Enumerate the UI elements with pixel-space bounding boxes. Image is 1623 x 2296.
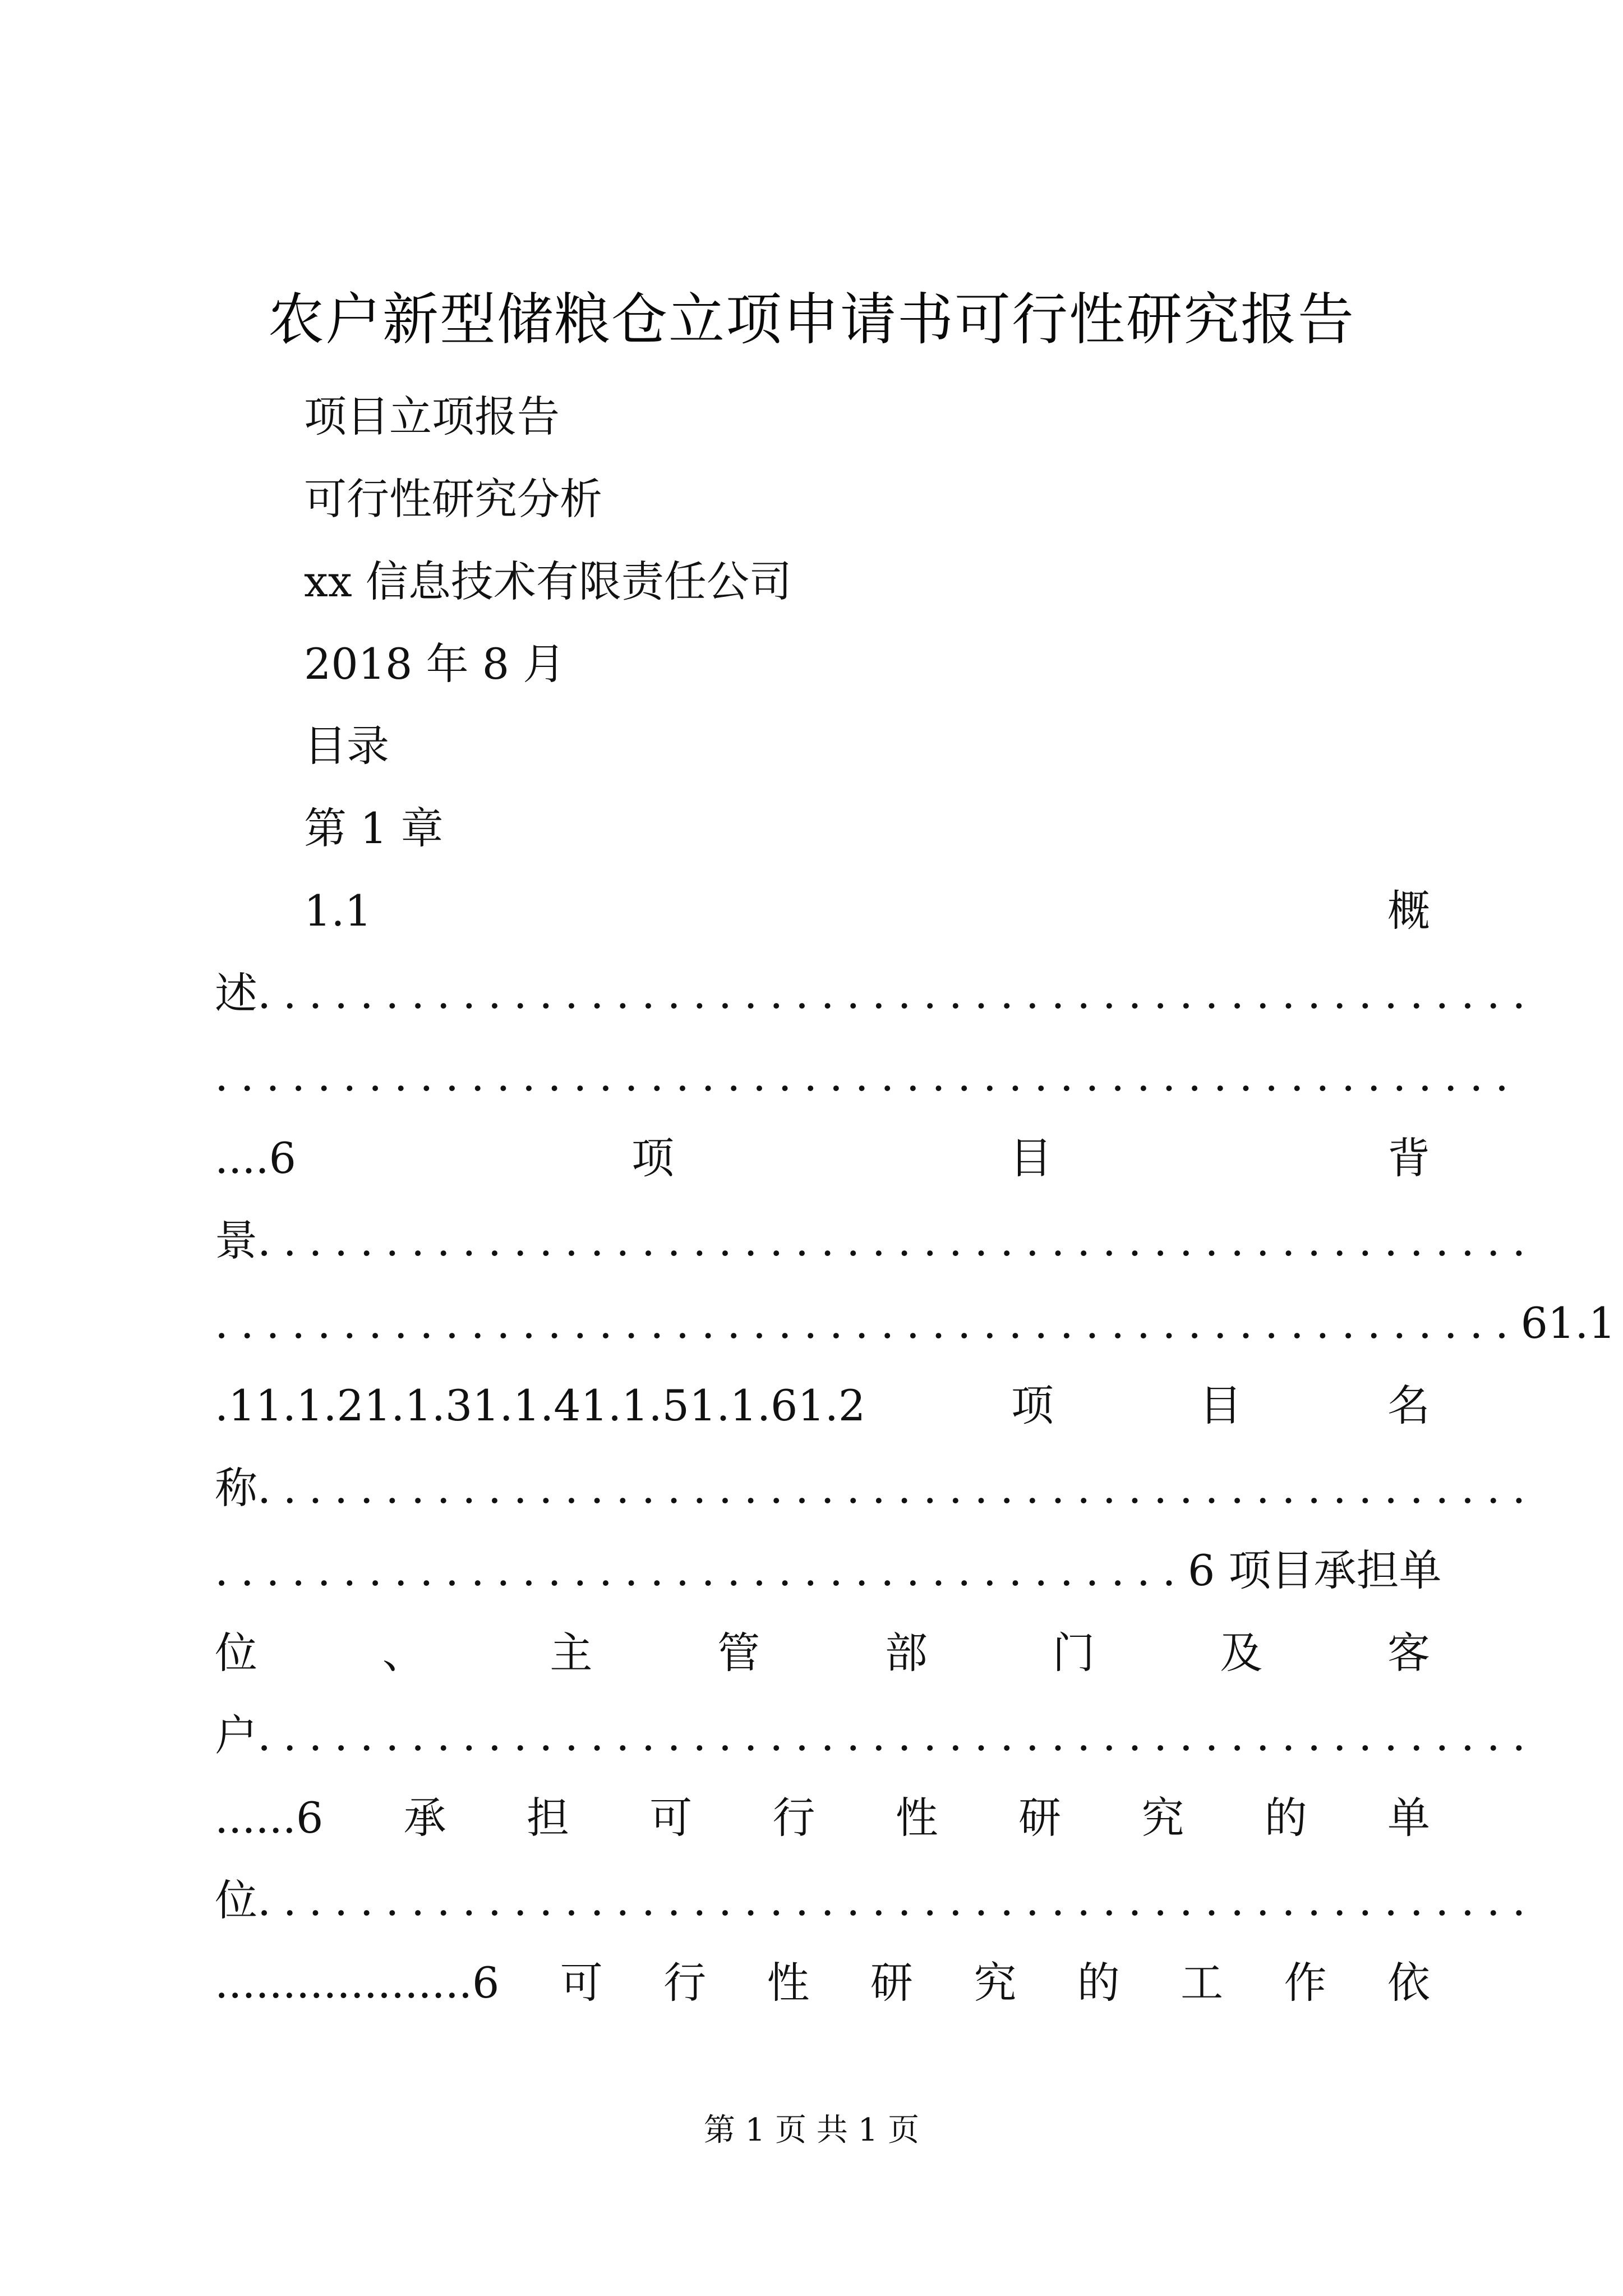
cover-line-analysis: 可行性研究分析 [304,474,602,524]
toc-heading: 目录 [304,721,389,771]
toc-leader-dots: ................................................... [215,1298,1521,1348]
toc-row-2 [215,960,1538,1027]
toc-row-9 [215,1537,1442,1604]
toc-section-number: 1.1 [304,886,372,936]
toc-entry-text: 6 项目承担单 [1188,1545,1442,1595]
toc-word: 称 [215,1463,257,1513]
document-title: 农户新型储粮仓立项申请书可行性研究报告 [268,287,1355,352]
toc-word: 门 [1052,1628,1095,1678]
toc-word: 背 [1387,1133,1430,1183]
toc-leader-dots: .................................................. [257,968,1538,1018]
toc-page-number: 61.1 [1520,1298,1616,1348]
toc-word: 研 [1018,1793,1062,1843]
toc-leader-dots: .................................................. [257,1216,1538,1266]
chapter-heading: 第 1 章 [304,803,444,853]
cover-line-date: 2018 年 8 月 [304,639,566,689]
toc-word: 的 [1264,1793,1307,1843]
toc-page-lead: ......6 [215,1793,324,1843]
toc-word: 目 [1199,1381,1242,1430]
toc-word: 究 [974,1958,1017,2008]
toc-word: 景 [215,1216,257,1266]
toc-row-8 [215,1455,1538,1522]
toc-row-13 [215,1867,1538,1934]
toc-word: 项 [1011,1381,1054,1430]
toc-word: 承 [403,1793,446,1843]
toc-word: 述 [215,968,257,1018]
toc-word: 行 [772,1793,815,1843]
toc-word: 名 [1387,1381,1430,1430]
toc-page-lead: ....6 [215,1133,296,1183]
toc-word: 单 [1387,1793,1430,1843]
toc-row-14 [215,1949,1430,2017]
toc-word: 依 [1387,1958,1430,2008]
toc-word: 项 [631,1133,674,1183]
toc-word: 性 [767,1958,810,2008]
toc-leader-dots: ................................................... [215,1051,1521,1101]
toc-word: 行 [663,1958,707,2008]
toc-word: 部 [884,1628,928,1678]
toc-word: 担 [526,1793,569,1843]
toc-word: 、 [382,1628,425,1678]
toc-row-6 [215,1290,1616,1357]
toc-leader-dots: ...................................... [215,1545,1188,1595]
toc-row-11 [215,1702,1538,1769]
toc-section-numbers: .11.1.21.1.31.1.41.1.51.1.61.2 [215,1381,866,1430]
toc-word: 究 [1141,1793,1184,1843]
toc-word: 作 [1284,1958,1327,2008]
toc-word: 位 [215,1628,257,1678]
toc-word: 的 [1077,1958,1120,2008]
toc-row-7 [215,1372,1430,1439]
toc-row-10 [215,1619,1430,1687]
toc-word: 主 [550,1628,593,1678]
toc-leader-dots: .................................................. [257,1710,1538,1760]
toc-row-12 [215,1784,1430,1852]
toc-leader-dots: .................................................. [257,1875,1538,1925]
toc-row-3 [215,1042,1521,1110]
toc-word: 可 [649,1793,693,1843]
toc-row-1 [215,877,1430,945]
cover-line-company: xx 信息技术有限责任公司 [304,556,792,606]
cover-line-report-type: 项目立项报告 [304,392,560,441]
toc-word: 管 [717,1628,760,1678]
toc-word: 位 [215,1875,257,1925]
toc-page-lead: ...................6 [215,1958,500,2008]
toc-row-4 [215,1125,1430,1192]
toc-word: 户 [215,1710,257,1760]
page-footer: 第 1 页 共 1 页 [703,2112,920,2148]
toc-word: 可 [560,1958,603,2008]
toc-word: 客 [1387,1628,1430,1678]
toc-word: 目 [1009,1133,1052,1183]
toc-leader-dots: .................................................. [257,1463,1538,1513]
toc-word: 概 [1387,886,1430,936]
toc-word: 研 [870,1958,913,2008]
toc-row-5 [215,1207,1538,1274]
toc-word: 工 [1181,1958,1224,2008]
toc-word: 及 [1220,1628,1263,1678]
toc-word: 性 [895,1793,938,1843]
